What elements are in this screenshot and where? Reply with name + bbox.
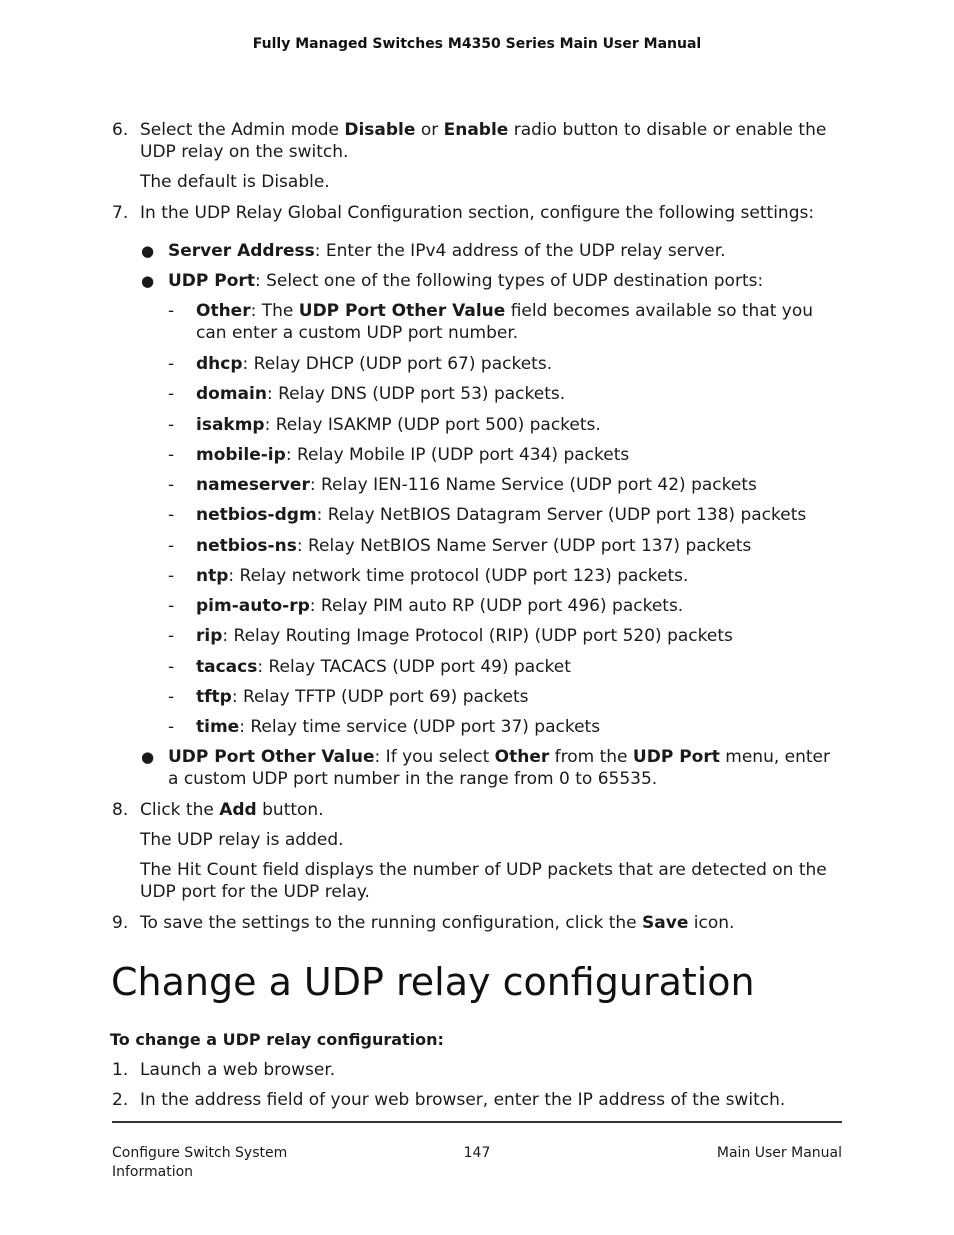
procedure-title: To change a UDP relay configuration: (110, 1030, 444, 1049)
port-option-name: ntp (196, 566, 229, 586)
port-option-name: mobile-ip (196, 445, 286, 465)
page-number: 147 (463, 1145, 491, 1161)
text-run: icon. (688, 913, 735, 933)
port-option-desc: : Relay NetBIOS Datagram Server (UDP port 138) packets (316, 505, 807, 525)
footer-chapter: Configure Switch System Information (112, 1145, 288, 1180)
dash-marker: - (168, 687, 175, 707)
field-term: UDP Port Other Value (298, 301, 506, 321)
bullet-server-address (168, 240, 840, 262)
option-term: Other (196, 301, 251, 321)
port-option-item (196, 353, 840, 375)
dash-marker: - (168, 384, 175, 404)
port-option-name: time (196, 717, 240, 737)
text-run: : Enter the IPv4 address of the UDP relay server. (314, 241, 726, 261)
step-6-text (140, 119, 840, 163)
dash-marker: - (168, 536, 175, 556)
step-9-text (140, 912, 840, 934)
field-term: Server Address (168, 241, 315, 261)
port-option-name: domain (196, 384, 267, 404)
option-term: Other (494, 747, 550, 767)
field-term: UDP Port (168, 271, 255, 291)
step-number: 7. (112, 203, 129, 223)
port-option-desc: : Relay network time protocol (UDP port 123) packets. (228, 566, 689, 586)
port-option-name: dhcp (196, 354, 243, 374)
port-option-name: netbios-ns (196, 536, 297, 556)
procedure-step-1: Launch a web browser. (140, 1060, 336, 1080)
port-option-desc: : Relay ISAKMP (UDP port 500) packets. (264, 415, 601, 435)
step-7-text: In the UDP Relay Global Configuration section, configure the following settings: (140, 203, 815, 223)
text-run: or (415, 120, 444, 140)
port-option-name: rip (196, 626, 223, 646)
text-run: : If you select (374, 747, 495, 767)
step-8-text (140, 799, 840, 821)
dash-marker: - (168, 354, 175, 374)
port-option-desc: : Relay NetBIOS Name Server (UDP port 137) packets (296, 536, 752, 556)
ui-term: Save (642, 913, 689, 933)
port-option-item (196, 535, 840, 557)
text-run: button. (256, 800, 324, 820)
text-run: radio button to disable or enable the UDP relay on the switch. (140, 120, 827, 162)
port-option-item (196, 565, 840, 587)
step-number: 2. (112, 1090, 129, 1110)
step-number: 1. (112, 1060, 129, 1080)
dash-marker: - (168, 415, 175, 435)
ui-term: Enable (443, 120, 509, 140)
dash-marker: - (168, 717, 175, 737)
port-option-desc: : Relay DHCP (UDP port 67) packets. (242, 354, 553, 374)
port-option-item (196, 504, 840, 526)
dash-marker: - (168, 475, 175, 495)
port-option-desc: : Relay TACACS (UDP port 49) packet (257, 657, 571, 677)
dash-marker: - (168, 445, 175, 465)
dash-marker: - (168, 566, 175, 586)
text-run: menu, enter a custom UDP port number in the range from 0 to 65535. (168, 747, 831, 789)
field-term: UDP Port Other Value (168, 747, 375, 767)
field-term: UDP Port (632, 747, 720, 767)
port-option-item (196, 625, 840, 647)
text-run: field becomes available so that you can enter a custom UDP port number. (196, 301, 814, 343)
text-run: Select the Admin mode (140, 120, 345, 140)
step-6-note: The default is Disable. (140, 172, 330, 192)
step-8-note: The UDP relay is added. (140, 830, 344, 850)
port-option-desc: : Relay Routing Image Protocol (RIP) (UDP port 520) packets (222, 626, 733, 646)
port-option-item (196, 444, 840, 466)
dash-marker: - (168, 301, 175, 321)
running-header: Fully Managed Switches M4350 Series Main User Manual (252, 36, 702, 52)
step-number: 6. (112, 120, 129, 140)
text-run: : Select one of the following types of UDP destination ports: (254, 271, 764, 291)
dash-marker: - (168, 596, 175, 616)
footer-manual-name: Main User Manual (716, 1145, 842, 1161)
port-option-item (196, 716, 840, 738)
port-option-item (196, 595, 840, 617)
dash-marker: - (168, 657, 175, 677)
port-option-name: pim-auto-rp (196, 596, 310, 616)
port-option-desc: : Relay TFTP (UDP port 69) packets (231, 687, 529, 707)
port-option-desc: : Relay Mobile IP (UDP port 434) packets (285, 445, 630, 465)
port-option-item (196, 383, 840, 405)
step-number: 9. (112, 913, 129, 933)
text-run: from the (549, 747, 633, 767)
text-run: : The (250, 301, 299, 321)
bullet-dot: ● (141, 748, 155, 766)
bullet-udp-port-other-value (168, 746, 840, 790)
ui-term: Disable (344, 120, 416, 140)
port-option-item (196, 474, 840, 496)
section-heading: Change a UDP relay configuration (111, 960, 755, 1004)
step-number: 8. (112, 800, 129, 820)
step-8-note: The Hit Count field displays the number of UDP packets that are detected on the UDP port for the UDP relay. (140, 860, 827, 902)
text-run: Click the (140, 800, 220, 820)
dash-marker: - (168, 626, 175, 646)
port-option-item (196, 656, 840, 678)
port-option-desc: : Relay time service (UDP port 37) packets (239, 717, 601, 737)
bullet-udp-port (168, 270, 840, 292)
ui-term: Add (219, 800, 257, 820)
port-option-item (196, 686, 840, 708)
port-option-desc: : Relay PIM auto RP (UDP port 496) packets. (309, 596, 684, 616)
port-option-name: isakmp (196, 415, 265, 435)
bullet-dot: ● (141, 242, 155, 260)
port-option-name: netbios-dgm (196, 505, 317, 525)
text-run: To save the settings to the running configuration, click the (140, 913, 643, 933)
bullet-dot: ● (141, 272, 155, 290)
port-option-other (196, 300, 840, 344)
port-option-item (196, 414, 840, 436)
port-option-desc: : Relay DNS (UDP port 53) packets. (266, 384, 566, 404)
procedure-step-2: In the address field of your web browser, enter the IP address of the switch. (140, 1090, 786, 1110)
port-option-desc: : Relay IEN-116 Name Service (UDP port 42) packets (309, 475, 757, 495)
port-option-name: tftp (196, 687, 232, 707)
port-option-name: nameserver (196, 475, 310, 495)
port-option-name: tacacs (196, 657, 258, 677)
dash-marker: - (168, 505, 175, 525)
footer-rule (112, 1121, 842, 1123)
